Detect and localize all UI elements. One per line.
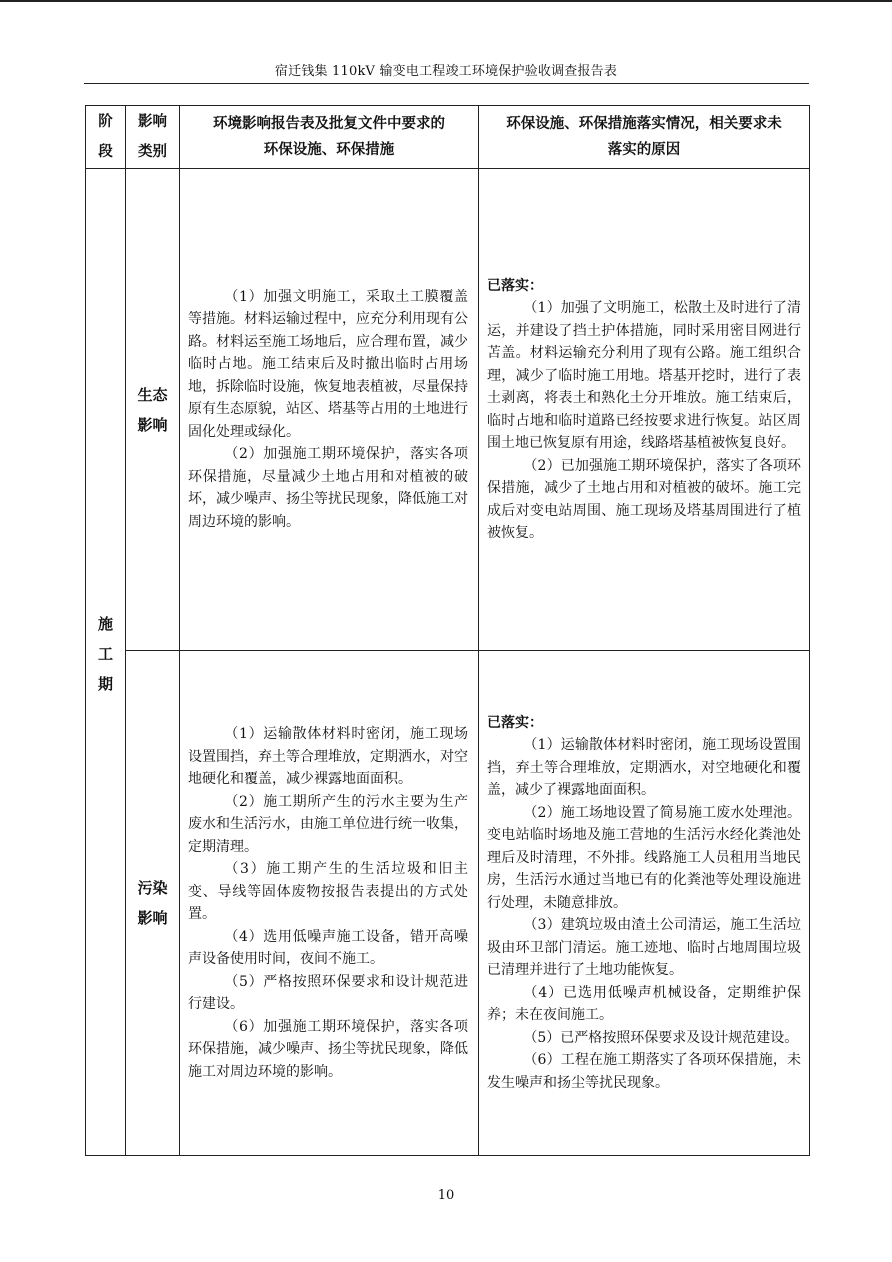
- requirement-item: （3）施工期产生的生活垃圾和旧主变、导线等固体废物按报告表提出的方式处置。: [188, 861, 468, 922]
- col-header-requirements-line1: 环境影响报告表及批复文件中要求的: [213, 115, 445, 132]
- implementation-item: （2）施工场地设置了简易施工废水处理池。变电站临时场地及施工营地的生活污水经化粪池处理后及时清理，不外排。线路施工人员租用当地民房，生活污水通过当地已有的化粪池等处理设施进行处理，未随意排放。: [487, 804, 801, 911]
- status-label: 已落实：: [487, 714, 543, 731]
- requirements-pollution: [180, 651, 479, 1156]
- implementation-item: （4）已选用低噪声机械设备，定期维护保养；未在夜间施工。: [487, 984, 801, 1024]
- header-rule: [84, 83, 809, 84]
- col-header-stage: [86, 106, 126, 169]
- requirement-item: （5）严格按照环保要求和设计规范进行建设。: [188, 973, 468, 1012]
- implementation-item: （1）运输散体材料时密闭，施工现场设置围挡，弃土等合理堆放，定期洒水，对空地硬化和覆盖，减少了裸露地面面积。: [487, 737, 801, 799]
- implementation-pollution: [479, 651, 810, 1156]
- col-header-category-line1: 影响: [138, 113, 167, 130]
- col-header-category: [126, 106, 180, 169]
- stage-char-3: 期: [97, 675, 113, 693]
- col-header-stage-line1: 阶: [98, 113, 113, 130]
- page-number: 10: [437, 1188, 455, 1203]
- top-border: [0, 0, 892, 2]
- implementation-item: （2）已加强施工期环境保护，落实了各项环保措施，减少了土地占用和对植被的破坏。施工完成后对变电站周围、施工现场及塔基周围进行了植被恢复。: [487, 457, 801, 541]
- measures-table: [85, 105, 810, 1156]
- stage-cell: [86, 169, 126, 1156]
- implementation-item: （3）建筑垃圾由渣土公司清运，施工生活垃圾由环卫部门清运。施工迹地、临时占地周围垃圾已清理并进行了土地功能恢复。: [487, 917, 801, 979]
- stage-char-2: 工: [97, 645, 113, 663]
- table-row-pollution: [86, 651, 810, 1156]
- col-header-implementation: [479, 106, 810, 169]
- requirement-item: （1）运输散体材料时密闭，施工现场设置围挡，弃土等合理堆放，定期洒水，对空地硬化和覆盖，减少裸露地面面积。: [188, 726, 468, 787]
- requirements-ecology: [180, 169, 479, 651]
- table-row-ecology: [86, 169, 810, 651]
- col-header-category-line2: 类别: [138, 143, 167, 160]
- category-pollution-line2: 影响: [137, 909, 168, 927]
- category-pollution-line1: 污染: [137, 879, 168, 897]
- requirement-item: （6）加强施工期环境保护，落实各项环保措施，减少噪声、扬尘等扰民现象，降低施工对周边环境的影响。: [188, 1018, 468, 1080]
- implementation-item: （6）工程在施工期落实了各项环保措施，未发生噪声和扬尘等扰民现象。: [487, 1052, 801, 1091]
- col-header-requirements-line2: 环保设施、环保措施: [263, 141, 395, 158]
- requirement-item: （2）加强施工期环境保护，落实各项环保措施，尽量减少土地占用和对植被的破坏，减少噪声、扬尘等扰民现象，降低施工对周边环境的影响。: [188, 446, 468, 530]
- col-header-stage-line2: 段: [98, 143, 113, 160]
- category-ecology: [126, 169, 180, 651]
- col-header-implementation-line1: 环保设施、环保措施落实情况，相关要求未: [506, 115, 782, 132]
- stage-char-1: 施: [97, 615, 113, 633]
- requirement-item: （2）施工期所产生的污水主要为生产废水和生活污水，由施工单位进行统一收集，定期清理。: [188, 793, 468, 855]
- page-header: 宿迁钱集 110kV 输变电工程竣工环境保护验收调查报告表: [274, 64, 618, 79]
- category-pollution: [126, 651, 180, 1156]
- category-ecology-line2: 影响: [137, 415, 168, 434]
- col-header-implementation-line2: 落实的原因: [607, 141, 681, 158]
- requirement-item: （4）选用低噪声施工设备，错开高噪声设备使用时间，夜间不施工。: [188, 928, 468, 967]
- col-header-requirements: [180, 106, 479, 169]
- implementation-item: （5）已严格按照环保要求及设计规范建设。: [523, 1029, 799, 1046]
- category-ecology-line1: 生态: [137, 385, 168, 404]
- requirement-item: （1）加强文明施工，采取土工膜覆盖等措施。材料运输过程中，应充分利用现有公路。材料运至施工场地后，应合理布置，减少临时占地。施工结束后及时撤出临时占用场地，拆除临时设施，恢复地表植被，尽量保持原有生态原貌，站区、塔基等占用的土地进行固化处理或绿化。: [188, 288, 468, 440]
- implementation-ecology: [479, 169, 810, 651]
- status-label: 已落实：: [487, 277, 543, 294]
- implementation-item: （1）加强了文明施工，松散土及时进行了清运，并建设了挡土护体措施，同时采用密目网进行苫盖。材料运输充分利用了现有公路。施工组织合理，减少了临时施工用地。塔基开挖时，进行了表土剥离，将表土和熟化土分开堆放。施工结束后，临时占地和临时道路已经按要求进行恢复。站区周围土地已恢复原有用途，线路塔基植被恢复良好。: [487, 300, 801, 451]
- table-header-row: [86, 106, 810, 169]
